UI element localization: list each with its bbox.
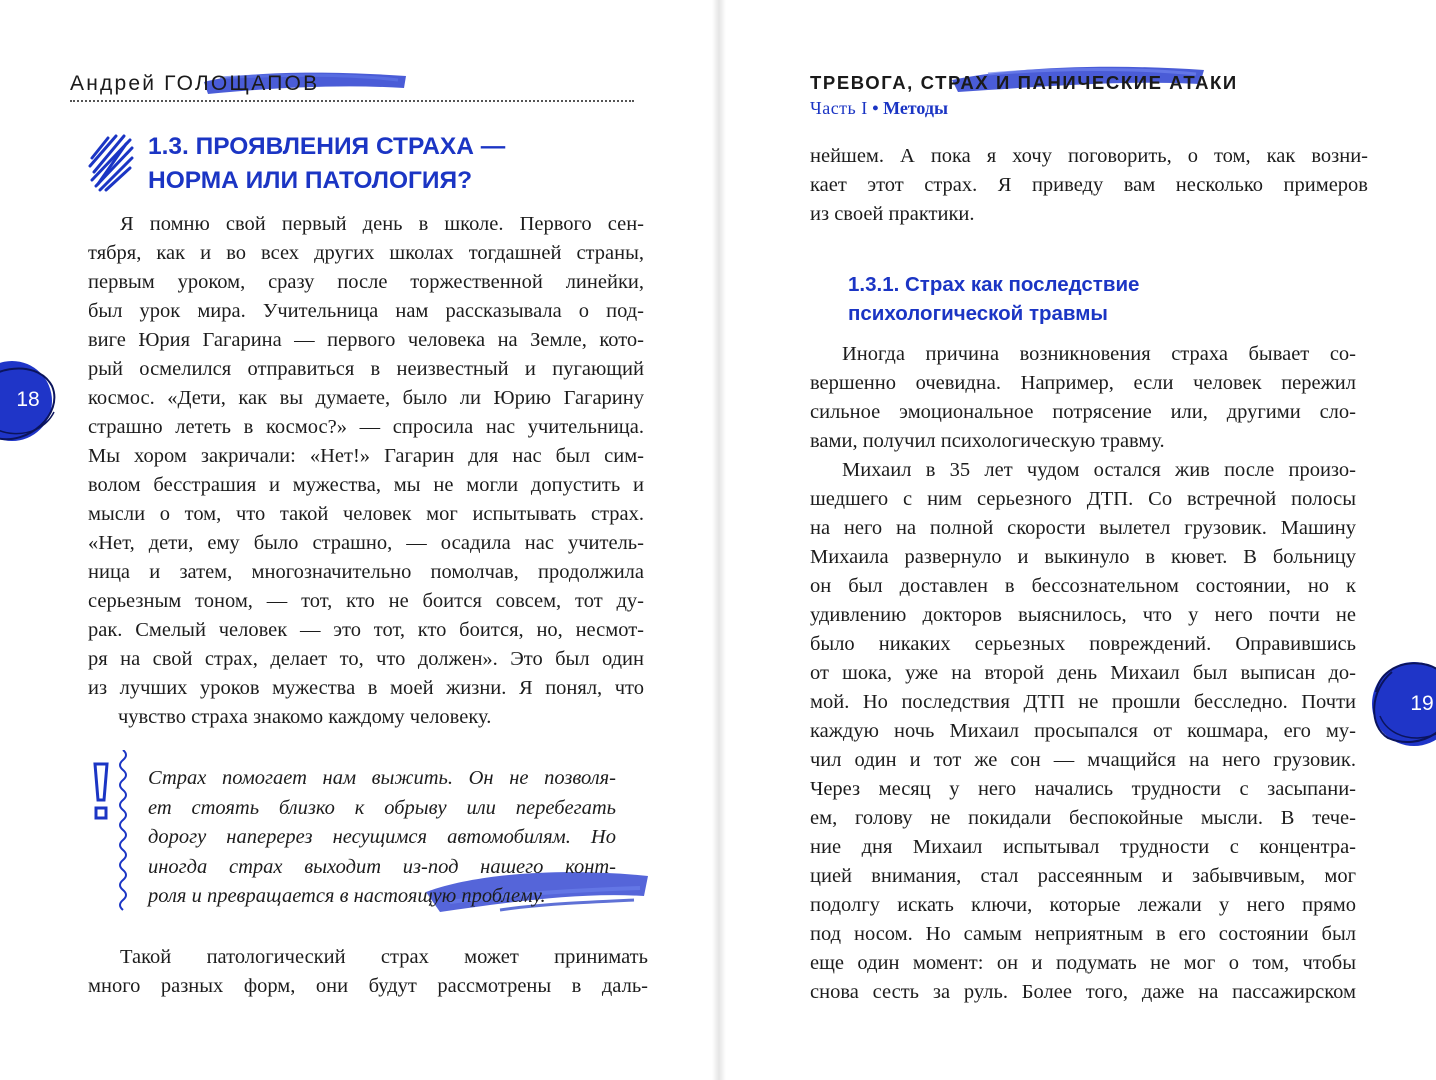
text-line: Михаил в 35 лет чудом остался жив после произо- <box>842 459 1356 481</box>
part-name: Методы <box>883 98 949 118</box>
body-paragraph <box>88 943 648 1001</box>
section-heading <box>148 130 505 198</box>
text-line: Такой патологический страх может принимать <box>120 946 648 968</box>
body-paragraph <box>810 142 1368 229</box>
text-line: ем, голову не покидали беспокойные мысли. В тече- <box>810 807 1356 829</box>
page-number: 19 <box>1410 692 1434 715</box>
text-line: было никаких серьезных повреждений. Оправившись <box>810 633 1356 655</box>
page-number-badge <box>0 352 62 448</box>
callout-line: иногда страх выходит из-под нашего конт- <box>148 855 616 878</box>
brush-scribble-icon <box>86 128 138 194</box>
callout-quote <box>148 764 616 912</box>
text-line: чил один и тот же сон — мчащийся на него грузовик. <box>810 749 1356 771</box>
body-paragraph <box>88 210 644 732</box>
text-line: много разных форм, они будут рассмотрены в даль- <box>88 975 648 997</box>
callout-line: Страх помогает нам выжить. Он не позволя- <box>148 767 616 789</box>
subsection-heading-line: психологической травмы <box>848 302 1108 325</box>
callout-line: ет стоять близко к обрыву или перебегать <box>148 796 616 819</box>
text-line: цией внимания, стал рассеянным и забывчивым, мог <box>810 865 1356 887</box>
exclamation-icon <box>86 760 116 824</box>
text-line: нейшем. А пока я хочу поговорить, о том, как возни- <box>810 145 1368 167</box>
text-line: Иногда причина возникновения страха бывает со- <box>842 343 1356 365</box>
text-line: волом бесстрашия и мужества, мы не могли допустить и <box>88 474 644 496</box>
callout-line: дорогу наперерез несущимся автомобилям. Но <box>148 826 616 848</box>
text-line: каждую ночь Михаил просыпался от кошмара, его му- <box>810 720 1356 742</box>
part-label: Часть I <box>810 98 868 118</box>
text-line: рый осмелился отправиться в неизвестный и пугающий <box>88 358 644 380</box>
text-line: ние дня Михаил испытывал трудности с концентра- <box>810 836 1356 858</box>
text-line: мой. Но последствия ДТП не прошли бесследно. Почти <box>810 691 1356 713</box>
text-line: ря на свой страх, делает то, что должен». Это был один <box>88 648 644 670</box>
text-line: был урок мира. Учительница нам рассказывала о под- <box>88 300 644 322</box>
text-line: Через месяц у него начались трудности с засыпани- <box>810 778 1356 800</box>
text-line: снова сесть за руль. Более того, даже на пассажирском <box>810 981 1356 1003</box>
text-line: серьезным тоном, — тот, кто не боится совсем, тот ду- <box>88 590 644 612</box>
text-line: мысли о том, что такой человек мог испытывать страх. <box>88 503 644 525</box>
text-line: кает этот страх. Я приведу вам несколько примеров <box>810 174 1368 196</box>
text-line: сильное эмоциональное потрясение или, другими сло- <box>810 401 1356 423</box>
text-line: виге Юрия Гагарина — первого человека на Земле, кото- <box>88 329 644 351</box>
running-head-author: Андрей ГОЛОЩАПОВ <box>70 72 320 95</box>
section-heading-line: 1.3. ПРОЯВЛЕНИЯ СТРАХА — <box>148 133 506 160</box>
text-line: страшно лететь в космос?» — спросила нас учительница. <box>88 416 644 438</box>
text-line: Михаила развернуло и выкинуло в кювет. В больницу <box>810 546 1356 568</box>
text-line: Мы хором закричали: «Нет!» Гагарин для нас был сим- <box>88 445 644 467</box>
subsection-heading <box>848 270 1139 328</box>
text-line: из своей практики. <box>810 203 975 225</box>
text-line: шедшего с ним серьезного ДТП. Со встречной полосы <box>810 488 1356 510</box>
running-head-part <box>810 98 948 119</box>
text-line: Я помню свой первый день в школе. Первого сен- <box>120 213 644 235</box>
running-head-title: ТРЕВОГА, СТРАХ И ПАНИЧЕСКИЕ АТАКИ <box>810 72 1238 93</box>
text-line: из лучших уроков мужества в моей жизни. Я понял, что <box>88 677 644 699</box>
text-line: вершенно очевидна. Например, если человек пережил <box>810 372 1356 394</box>
text-line: «Нет, дети, ему было страшно, — осадила нас учитель- <box>88 532 644 554</box>
text-line: удивлению докторов выяснилось, что у него почти не <box>810 604 1356 626</box>
text-line: еще один момент: он и подумать не мог о том, чтобы <box>810 952 1356 974</box>
text-line: подолгу искать ключи, которые лежали у него прямо <box>810 894 1356 916</box>
text-line: чувство страха знакомо каждому человеку. <box>118 706 492 728</box>
bullet: • <box>872 98 879 118</box>
text-line: вами, получил психологическую травму. <box>810 430 1165 452</box>
page-number-badge <box>1362 642 1436 738</box>
body-paragraph <box>810 340 1356 456</box>
text-line: первым уроком, сразу после торжественной линейки, <box>88 271 644 293</box>
text-line: на него на полной скорости вылетел грузовик. Машину <box>810 517 1356 539</box>
text-line: тября, как и во всех других школах тогдашней страны, <box>88 242 644 264</box>
section-heading-line: НОРМА ИЛИ ПАТОЛОГИЯ? <box>148 167 473 194</box>
text-line: ница и затем, многозначительно помолчав, продолжила <box>88 561 644 583</box>
text-line: от шока, уже на второй день Михаил был выписан до- <box>810 662 1356 684</box>
text-line: рак. Смелый человек — это тот, кто боится, но, несмот- <box>88 619 644 641</box>
text-line: под носом. Но самым неприятным в его состоянии был <box>810 923 1356 945</box>
page-number: 18 <box>16 388 40 411</box>
text-line: он был доставлен в бессознательном состоянии, но к <box>810 575 1356 597</box>
callout-line: роля и превращается в настоящую проблему. <box>148 885 546 907</box>
subsection-heading-line: 1.3.1. Страх как последствие <box>848 273 1140 296</box>
running-head-rule <box>70 100 634 102</box>
body-paragraph <box>810 456 1356 1007</box>
right-page <box>718 0 1436 1080</box>
text-line: космос. «Дети, как вы думаете, было ли Юрию Гагарину <box>88 387 644 409</box>
wavy-line-icon <box>116 750 130 914</box>
